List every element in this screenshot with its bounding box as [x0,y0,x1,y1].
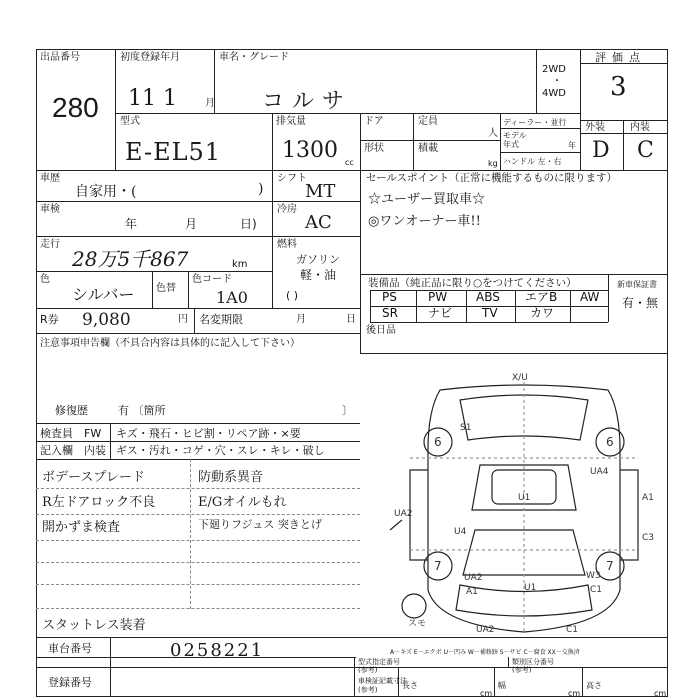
chassis-label: 車台番号 [48,642,92,655]
repair-label: 修復歴 [55,404,88,417]
ac-value: AC [305,212,332,233]
lot-number: 280 [52,92,99,123]
repair-value: 有 〔箇所 [118,404,166,417]
mark-6b: 6 [606,435,614,449]
interior-label: 内装 [630,122,650,133]
entry-codes: ギス・汚れ・コゲ・穴・スレ・キレ・破し [116,444,325,457]
length-cm: cm [480,689,493,698]
ac-label: 冷房 [277,204,297,215]
equip-pw: PW [428,290,448,304]
color-label: 色 [40,274,50,285]
color-code-value: 1A0 [216,288,248,307]
shift-label: シフト [277,173,307,184]
mark-sumo: スモ [408,619,427,629]
car-damage-diagram [380,370,668,650]
interior-grade: C [637,138,654,163]
handle-label: ハンドル 左・右 [503,157,562,166]
width-label: 幅 [498,681,506,690]
height-cm: cm [654,689,667,698]
mark-u1: U1 [518,493,531,503]
drive-2wd: 2WD [542,64,566,75]
type-value: E-EL51 [125,138,222,166]
designated-label: 型式指定番号 (参考) [358,658,400,674]
km-unit: km [232,259,248,270]
width-cm: cm [568,689,581,698]
mark-6a: 6 [434,435,442,449]
remark-left-2: R左ドアロック不良 [42,495,156,510]
mark-a1: A1 [642,493,654,503]
first-reg-label: 初度登録年月 [120,52,180,63]
remark-right-1: 防動系異音 [198,470,264,485]
displacement-value: 1300 [282,138,338,163]
fuel-option: 軽・油 [300,268,337,282]
length-label: 長さ [402,681,418,690]
sales-line-1: ☆ユーザー買取車☆ [368,192,486,207]
kg-unit: kg [488,159,498,168]
deadline-label: 名変期限 [199,313,243,326]
mark-c3: C3 [642,533,655,543]
after-label: 後日品 [366,325,396,336]
equip-leather: カワ [530,306,555,320]
inspection-year: 年 [125,217,138,231]
recycle-yen: 円 [178,314,188,325]
fuel-paren: ( ) [286,289,299,302]
dealer-label: ディーラー・並行 [503,118,567,127]
mark-ua4: UA4 [590,467,609,477]
mark-w3: W3 [586,571,601,581]
lot-label: 出品番号 [40,52,80,63]
chassis-value: 0258221 [170,640,265,661]
load-label: 積載 [418,143,438,154]
equipment-label: 装備品（純正品に限り○をつけてください） [368,277,577,289]
mileage-value: 28万5千867 [72,247,189,271]
drive-dot: ・ [552,76,562,87]
displacement-label: 排気量 [276,116,306,127]
mark-a1b: A1 [466,587,478,597]
color-change-label: 色替 [156,283,176,294]
height-label: 高さ [586,681,602,690]
remark-left-1: ボデースプレード [42,470,145,485]
mark-u4: U4 [454,527,467,537]
reg-label: 登録番号 [48,676,92,689]
year-mark: 年 [568,141,576,150]
mark-c1b: C1 [566,625,579,635]
mark-ua2b: UA2 [464,573,483,583]
drive-4wd: 4WD [542,88,566,99]
inspector-fw: FW [84,427,102,440]
shape-label: 形状 [364,143,384,154]
month-mark: 月 [205,98,215,109]
equip-ps: PS [382,290,397,304]
sales-line-2: ◎ワンオーナー車!! [368,214,481,229]
mileage-label: 走行 [40,239,60,250]
equip-navi: ナビ [428,306,453,320]
inspection-month: 月 [185,217,198,231]
model-label: 車名・グレード [219,52,289,63]
recycle-label: R券 [40,313,59,326]
equip-airbag: エアB [525,290,558,304]
sales-label: セールスポイント（正常に機能するものに限ります） [366,172,618,184]
mark-ua2: UA2 [394,509,413,519]
damage-legend: A－キズ E－エクボ U－凹み W－補修跡 S－サビ C－腐食 XX－交換済 [390,649,580,656]
type-label: 型式 [120,116,140,127]
shift-value: MT [305,181,336,202]
warranty-value: 有・無 [622,296,659,310]
usage-value: 自家用・( [75,184,137,200]
entry-interior: 内装 [84,444,106,457]
mark-7a: 7 [434,559,442,573]
score-value: 3 [610,72,627,102]
mark-s1: S1 [460,423,472,433]
model-value: コルサ [262,89,353,114]
usage-close: ) [258,181,264,197]
deadline-month: 月 [296,314,306,325]
person-unit: 人 [488,128,498,139]
exterior-grade: D [592,138,610,163]
mark-7b: 7 [606,559,614,573]
attention-label: 注意事項申告欄（不具合内容は具体的に記入して下さい） [40,338,300,349]
entry-label: 記入欄 [40,444,73,457]
repair-close: 〕 [342,404,353,417]
warranty-label: 新車保証書 [617,280,657,289]
equip-tv: TV [482,306,498,320]
inspection-label: 車検 [40,204,60,215]
color-value: シルバー [72,285,135,304]
exterior-label: 外装 [585,122,605,133]
inspection-day: 日) [240,217,257,231]
color-code-label: 色コード [192,274,232,285]
score-label: 評価点 [595,51,646,64]
usage-label: 車歴 [40,173,60,184]
remark-right-3: 下廻りフジュス 突きとげ [198,518,322,531]
model-year-label: モデル 年式 [503,131,527,149]
equip-aw: AW [580,290,600,304]
recycle-value: 9,080 [82,310,131,330]
category-label: 類別区分番号 (参考) [512,658,554,674]
inspector-codes: キズ・飛石・ヒビ割・リペア跡・×要 [116,427,301,440]
inspector-label: 検査員 [40,427,73,440]
remark-left-3: 開かずま検査 [42,520,121,535]
capacity-label: 定員 [418,116,438,127]
fuel-value: ガソリン [296,253,340,266]
mark-ua2c: UA2 [476,625,495,635]
first-reg-value: 11 1 [128,86,177,111]
cc-unit: cc [345,158,354,167]
dim-label: 車検証記載寸法 (参考) [358,677,407,694]
mark-xu: X/U [512,373,528,383]
remark-bottom: スタットレス装着 [42,618,146,633]
remark-right-2: E/Gオイルもれ [198,495,287,510]
mark-c1: C1 [590,585,603,595]
fuel-label: 燃料 [277,239,297,250]
equip-sr: SR [382,306,398,320]
deadline-day: 日 [346,314,356,325]
mark-u1b: U1 [524,583,537,593]
door-label: ドア [364,116,384,127]
equip-abs: ABS [476,290,500,304]
